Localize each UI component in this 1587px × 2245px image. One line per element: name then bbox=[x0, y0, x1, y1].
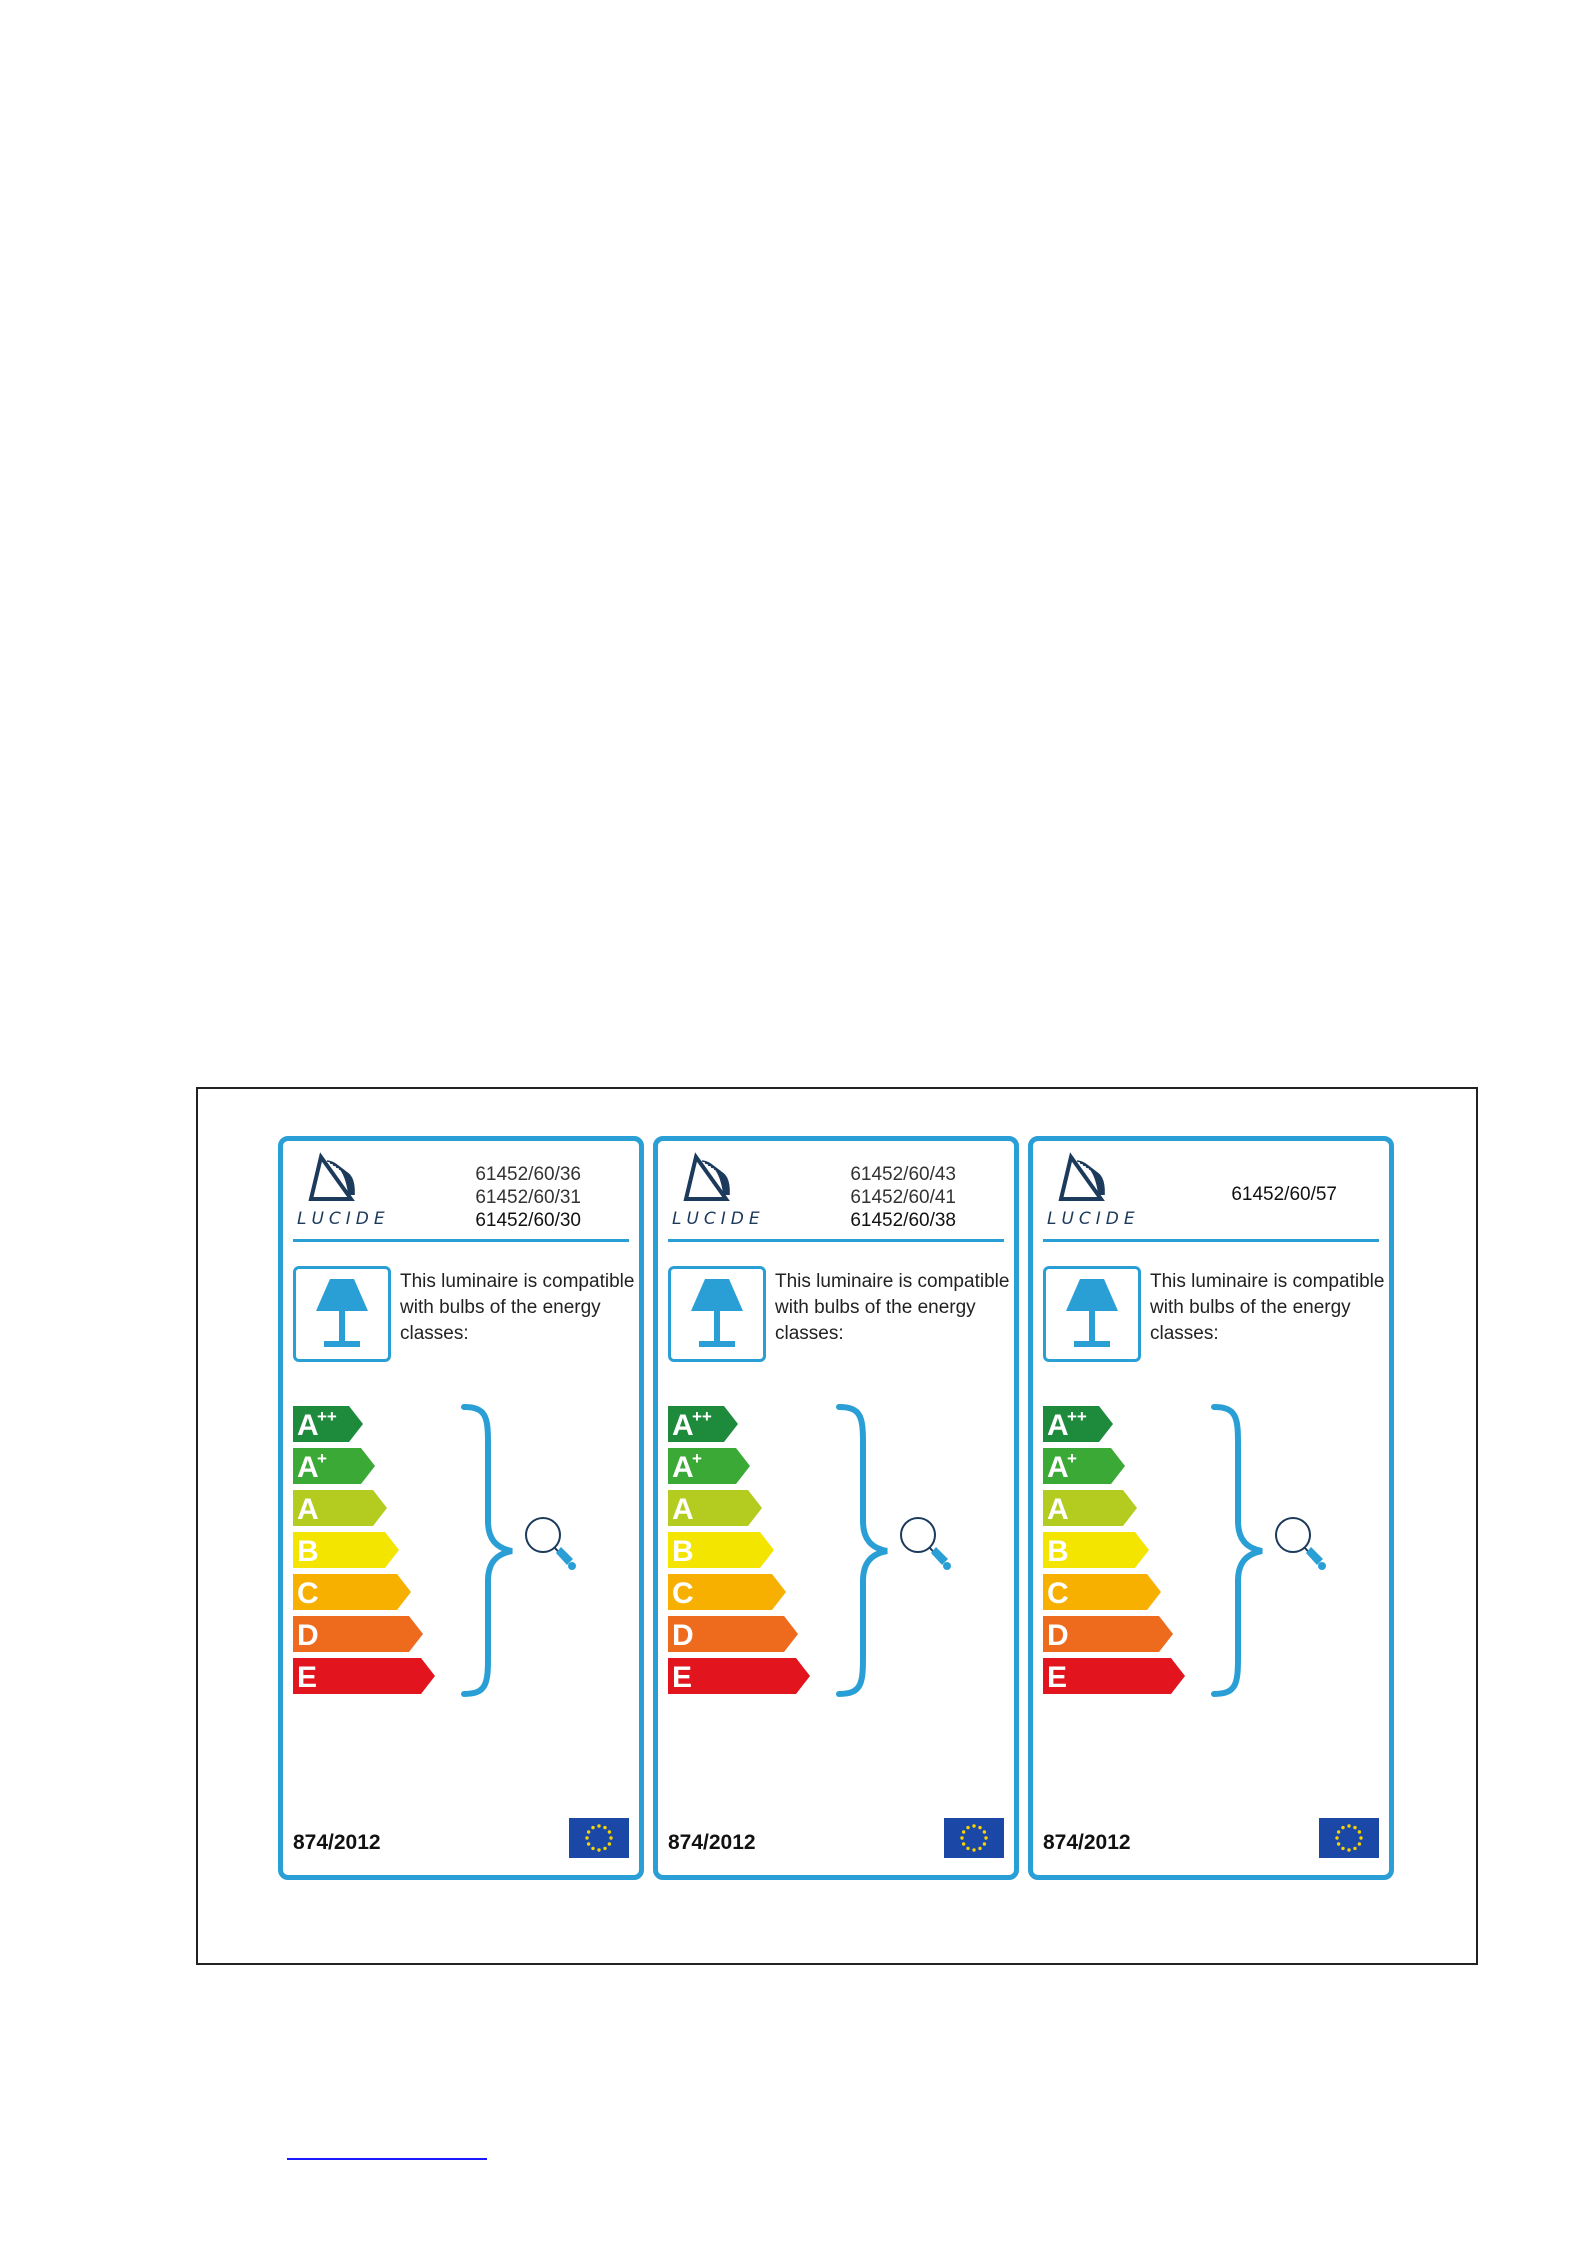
product-codes bbox=[475, 1163, 581, 1232]
label-header bbox=[668, 1151, 1002, 1241]
lucide-logo bbox=[668, 1151, 768, 1233]
energy-class-letter: A bbox=[672, 1493, 694, 1526]
footer-link-underline[interactable] bbox=[287, 2158, 487, 2160]
energy-class-letter: E bbox=[297, 1661, 318, 1694]
energy-class-plus: ++ bbox=[317, 1407, 337, 1426]
energy-class-arrow bbox=[668, 1574, 786, 1610]
energy-label-frame bbox=[196, 1087, 1478, 1965]
energy-class-letter: C bbox=[297, 1577, 319, 1610]
energy-class-arrow bbox=[1043, 1532, 1149, 1568]
energy-class-letter: B bbox=[1047, 1535, 1069, 1568]
energy-class-arrow bbox=[668, 1532, 774, 1568]
lamp-icon-box bbox=[1043, 1266, 1141, 1362]
lucide-logo bbox=[1043, 1151, 1143, 1233]
regulation-number: 874/2012 bbox=[1043, 1831, 1131, 1854]
energy-class-arrow bbox=[293, 1574, 411, 1610]
curly-brace-icon bbox=[833, 1403, 893, 1698]
curly-brace-icon bbox=[458, 1403, 518, 1698]
product-code: 61452/60/38 bbox=[850, 1210, 956, 1231]
product-code: 61452/60/41 bbox=[850, 1187, 956, 1208]
product-codes bbox=[850, 1163, 956, 1232]
table-lamp-icon bbox=[296, 1269, 388, 1359]
lamp-icon-box bbox=[668, 1266, 766, 1362]
eu-flag-icon bbox=[569, 1818, 629, 1858]
energy-class-plus: ++ bbox=[692, 1407, 712, 1426]
eu-flag-icon bbox=[1319, 1818, 1379, 1858]
energy-class-letter: D bbox=[297, 1619, 319, 1652]
compatibility-text: This luminaire is compatible with bulbs of the energy classes: bbox=[1150, 1271, 1385, 1344]
energy-class-arrow bbox=[1043, 1658, 1185, 1694]
eu-flag-icon bbox=[944, 1818, 1004, 1858]
energy-class-arrow bbox=[1043, 1574, 1161, 1610]
energy-class-letter: B bbox=[672, 1535, 694, 1568]
energy-class-arrow bbox=[1043, 1448, 1125, 1484]
product-code: 61452/60/43 bbox=[850, 1164, 956, 1185]
energy-class-letter: A bbox=[1047, 1409, 1069, 1442]
regulation-number: 874/2012 bbox=[293, 1831, 381, 1854]
energy-class-scale bbox=[293, 1406, 443, 1706]
energy-label-3 bbox=[1028, 1136, 1394, 1880]
energy-class-arrow bbox=[293, 1658, 435, 1694]
energy-label-1 bbox=[278, 1136, 644, 1880]
product-code: 61452/60/30 bbox=[475, 1210, 581, 1231]
header-divider bbox=[668, 1239, 1004, 1242]
energy-class-letter: B bbox=[297, 1535, 319, 1568]
energy-class-arrow bbox=[293, 1490, 387, 1526]
product-codes bbox=[1231, 1183, 1337, 1206]
energy-class-letter: A bbox=[1047, 1451, 1069, 1484]
energy-class-arrow bbox=[668, 1658, 810, 1694]
compatibility-text: This luminaire is compatible with bulbs of the energy classes: bbox=[775, 1271, 1010, 1344]
header-divider bbox=[1043, 1239, 1379, 1242]
energy-class-arrow bbox=[668, 1616, 798, 1652]
label-header bbox=[293, 1151, 627, 1241]
energy-class-plus: + bbox=[1067, 1449, 1077, 1468]
energy-class-letter: C bbox=[1047, 1577, 1069, 1610]
table-lamp-icon bbox=[671, 1269, 763, 1359]
light-bulb-icon bbox=[1271, 1513, 1331, 1583]
energy-class-letter: C bbox=[672, 1577, 694, 1610]
product-code: 61452/60/36 bbox=[475, 1164, 581, 1185]
brand-name: LUCIDE bbox=[1047, 1209, 1140, 1229]
product-code: 61452/60/57 bbox=[1231, 1184, 1337, 1205]
energy-class-arrow bbox=[668, 1490, 762, 1526]
energy-class-scale bbox=[668, 1406, 818, 1706]
energy-class-letter: A bbox=[672, 1451, 694, 1484]
energy-class-arrow bbox=[293, 1616, 423, 1652]
energy-class-letter: A bbox=[297, 1493, 319, 1526]
energy-class-arrow bbox=[668, 1406, 738, 1442]
energy-class-letter: D bbox=[1047, 1619, 1069, 1652]
regulation-number: 874/2012 bbox=[668, 1831, 756, 1854]
energy-class-arrow bbox=[1043, 1616, 1173, 1652]
lucide-logo-icon bbox=[668, 1151, 768, 1211]
energy-class-arrow bbox=[668, 1448, 750, 1484]
product-code: 61452/60/31 bbox=[475, 1187, 581, 1208]
table-lamp-icon bbox=[1046, 1269, 1138, 1359]
energy-class-arrow bbox=[1043, 1490, 1137, 1526]
energy-class-letter: A bbox=[1047, 1493, 1069, 1526]
energy-class-plus: + bbox=[692, 1449, 702, 1468]
energy-class-letter: A bbox=[297, 1409, 319, 1442]
lucide-logo-icon bbox=[293, 1151, 393, 1211]
energy-class-plus: ++ bbox=[1067, 1407, 1087, 1426]
energy-class-arrow bbox=[1043, 1406, 1113, 1442]
energy-class-arrow bbox=[293, 1448, 375, 1484]
header-divider bbox=[293, 1239, 629, 1242]
brand-name: LUCIDE bbox=[672, 1209, 765, 1229]
curly-brace-icon bbox=[1208, 1403, 1268, 1698]
compatibility-text: This luminaire is compatible with bulbs of the energy classes: bbox=[400, 1271, 635, 1344]
lucide-logo bbox=[293, 1151, 393, 1233]
light-bulb-icon bbox=[896, 1513, 956, 1583]
energy-label-2 bbox=[653, 1136, 1019, 1880]
energy-class-letter: D bbox=[672, 1619, 694, 1652]
energy-class-arrow bbox=[293, 1406, 363, 1442]
energy-class-plus: + bbox=[317, 1449, 327, 1468]
energy-class-letter: E bbox=[672, 1661, 693, 1694]
label-header bbox=[1043, 1151, 1377, 1241]
energy-class-scale bbox=[1043, 1406, 1193, 1706]
lucide-logo-icon bbox=[1043, 1151, 1143, 1211]
energy-class-letter: A bbox=[672, 1409, 694, 1442]
energy-class-letter: E bbox=[1047, 1661, 1068, 1694]
light-bulb-icon bbox=[521, 1513, 581, 1583]
energy-class-arrow bbox=[293, 1532, 399, 1568]
energy-class-letter: A bbox=[297, 1451, 319, 1484]
lamp-icon-box bbox=[293, 1266, 391, 1362]
brand-name: LUCIDE bbox=[297, 1209, 390, 1229]
